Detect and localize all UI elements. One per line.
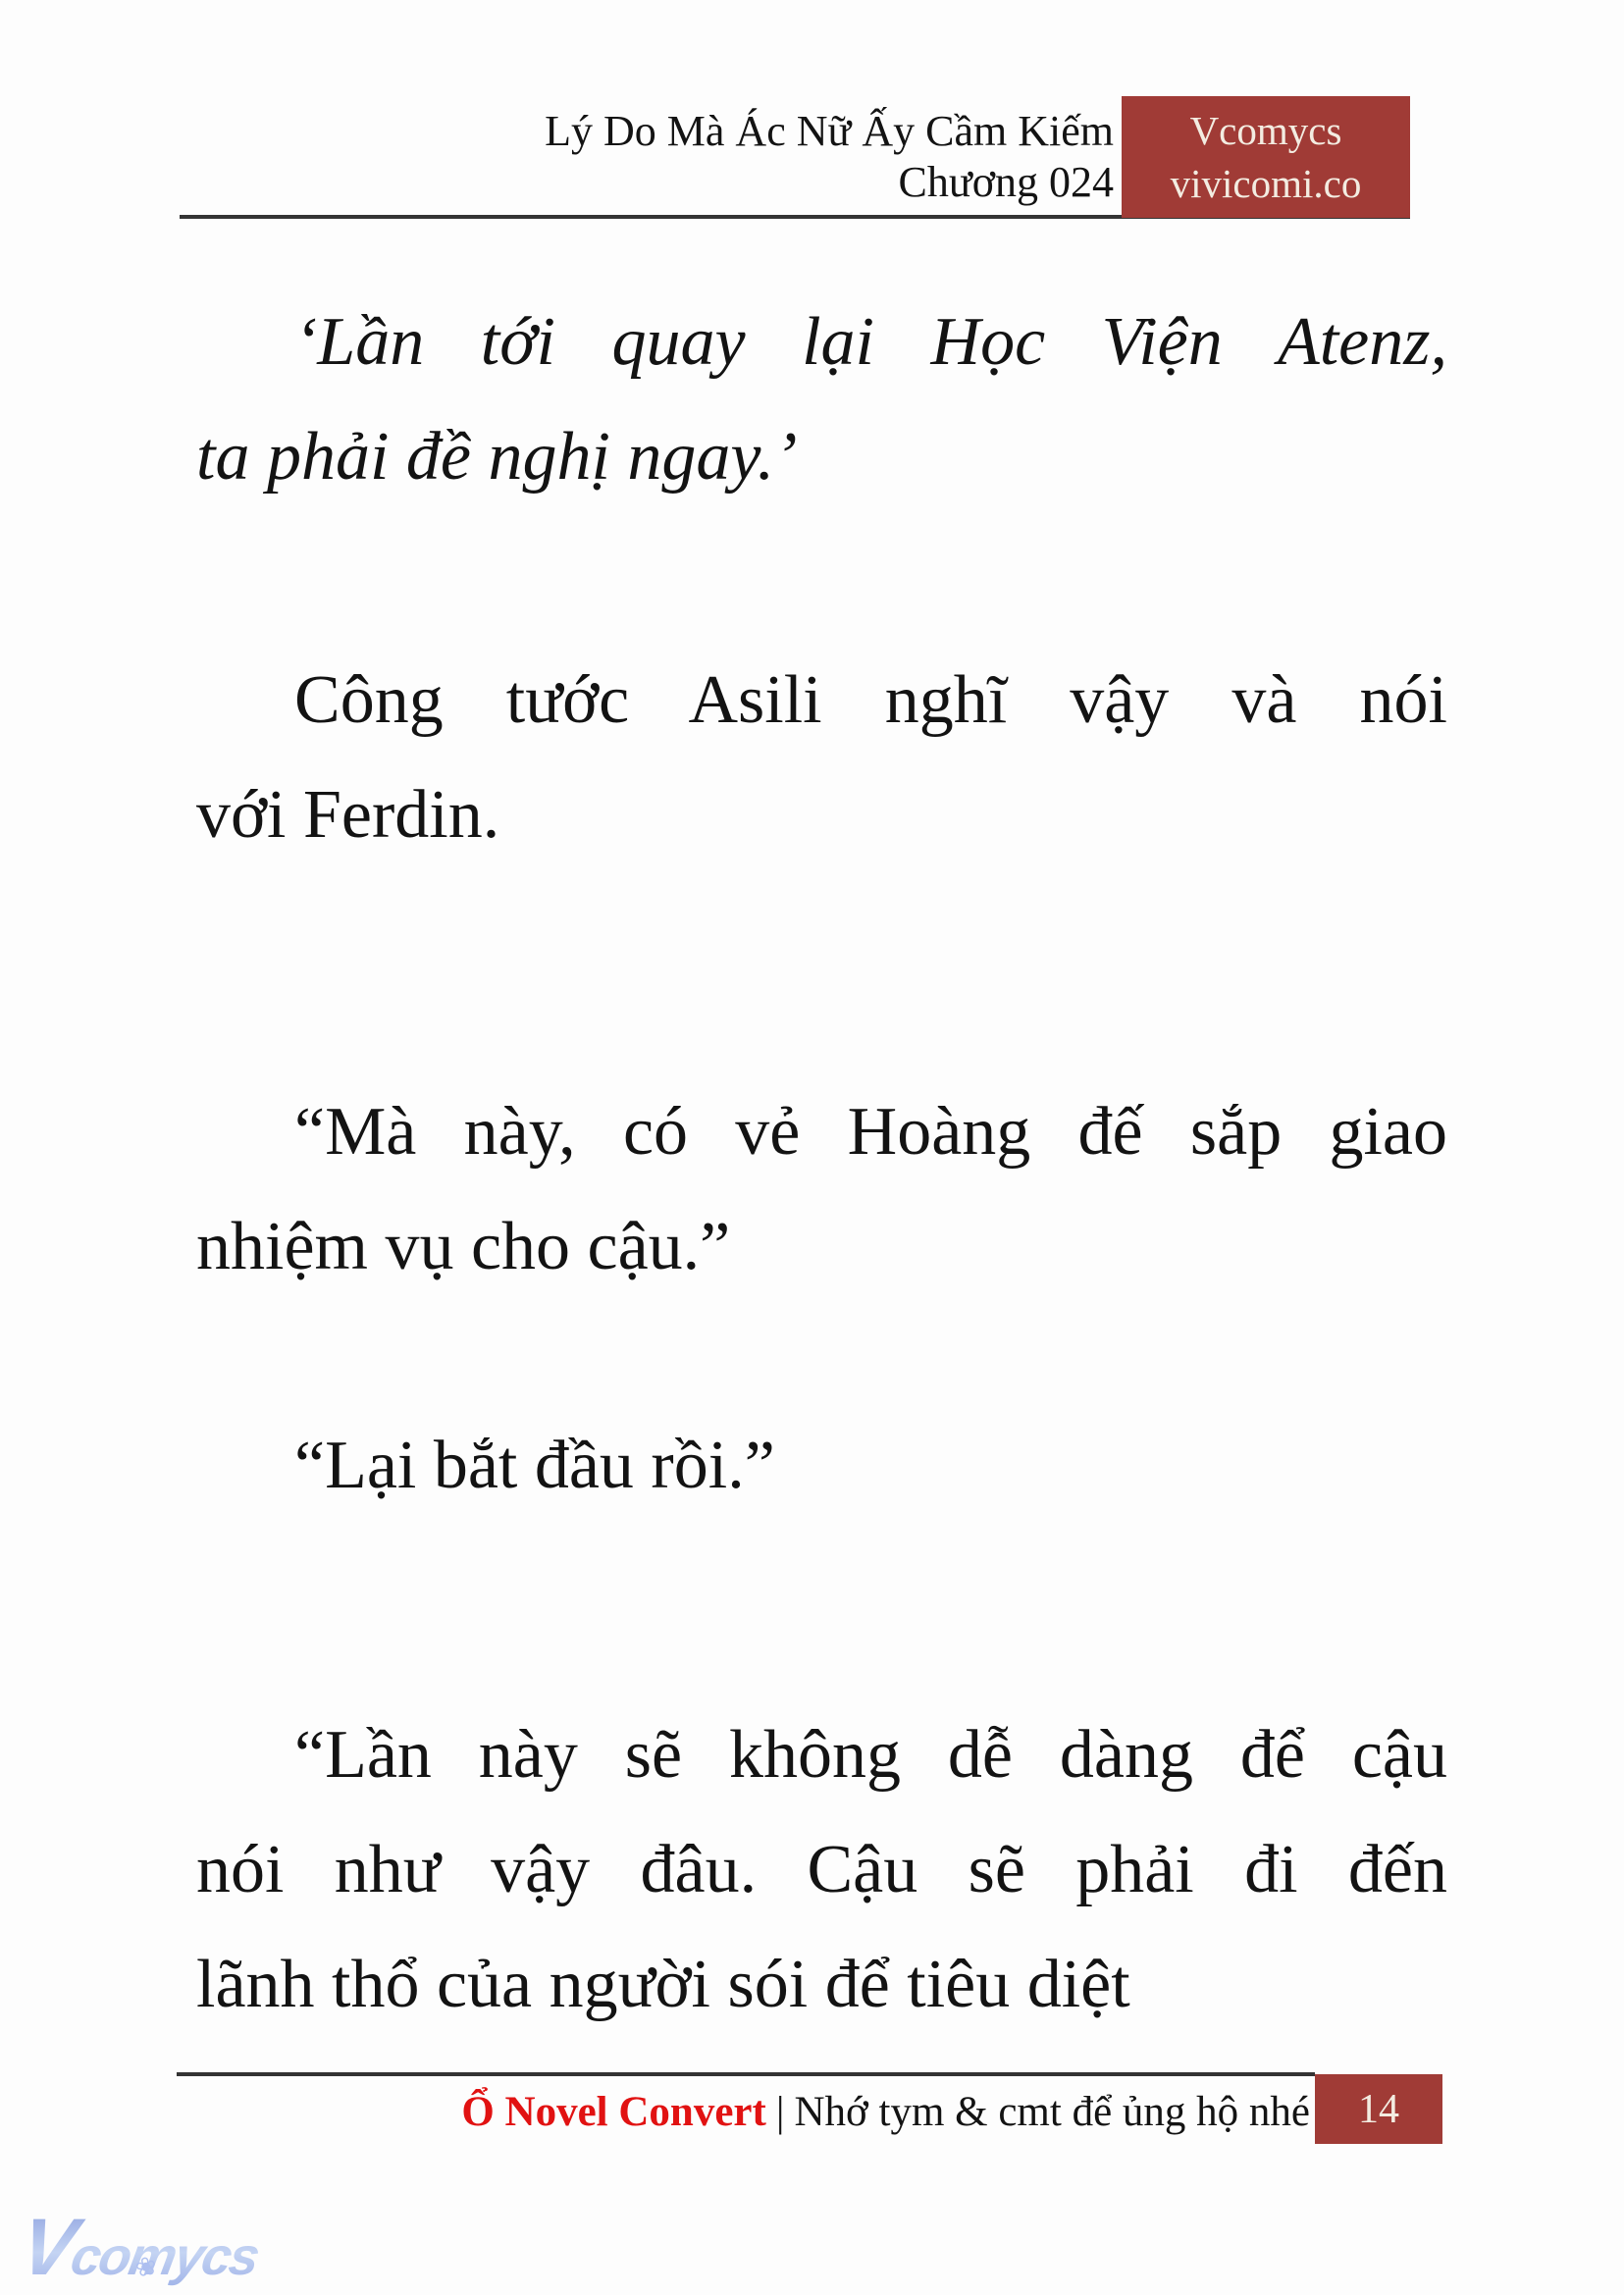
series-title: Lý Do Mà Ác Nữ Ấy Cầm Kiếm bbox=[545, 107, 1114, 155]
text-line: lãnh thổ của người sói để tiêu diệt bbox=[196, 1947, 1130, 2022]
watermark-initial: V bbox=[14, 2203, 81, 2292]
page-number-badge bbox=[1315, 2074, 1442, 2144]
watermark-rest: comycs bbox=[66, 2227, 263, 2286]
text-line: “Lại bắt đầu rồi.” bbox=[294, 1428, 775, 1503]
paragraph bbox=[196, 1408, 1447, 1523]
text-line: nhiệm vụ cho cậu.” bbox=[196, 1209, 731, 1284]
page-header bbox=[545, 106, 1114, 208]
brand-name: Vcomycs bbox=[1189, 108, 1342, 153]
flower-icon: ❀ bbox=[132, 2251, 160, 2283]
chapter-number: Chương 024 bbox=[898, 158, 1114, 206]
page-number: 14 bbox=[1358, 2086, 1399, 2132]
text-line: với Ferdin. bbox=[196, 777, 500, 853]
brand-url: vivicomi.co bbox=[1170, 161, 1362, 206]
text-line: “Mà này, có vẻ Hoàng đế sắp giao bbox=[294, 1094, 1447, 1170]
text-line: “Lần này sẽ không dễ dàng để cậu bbox=[294, 1717, 1447, 1793]
footer-divider bbox=[177, 2072, 1315, 2076]
text-line: Công tước Asili nghĩ vậy và nói bbox=[294, 662, 1447, 738]
footer-note: Nhớ tym & cmt để ủng hộ nhé bbox=[794, 2089, 1310, 2135]
footer-separator: | bbox=[775, 2089, 785, 2135]
text-line: ta phải đề nghị ngay.’ bbox=[196, 419, 798, 495]
page-footer bbox=[461, 2084, 1310, 2141]
text-line: ‘Lần tới quay lại Học Viện Atenz, bbox=[294, 304, 1447, 380]
brand-box bbox=[1122, 96, 1410, 218]
footer-brand: Ổ Novel Convert bbox=[461, 2089, 766, 2135]
paragraph bbox=[196, 1074, 1447, 1304]
paragraph bbox=[196, 643, 1447, 872]
paragraph bbox=[196, 1697, 1447, 2042]
paragraph bbox=[196, 285, 1447, 514]
text-line: nói như vậy đâu. Cậu sẽ phải đi đến bbox=[196, 1832, 1447, 1907]
